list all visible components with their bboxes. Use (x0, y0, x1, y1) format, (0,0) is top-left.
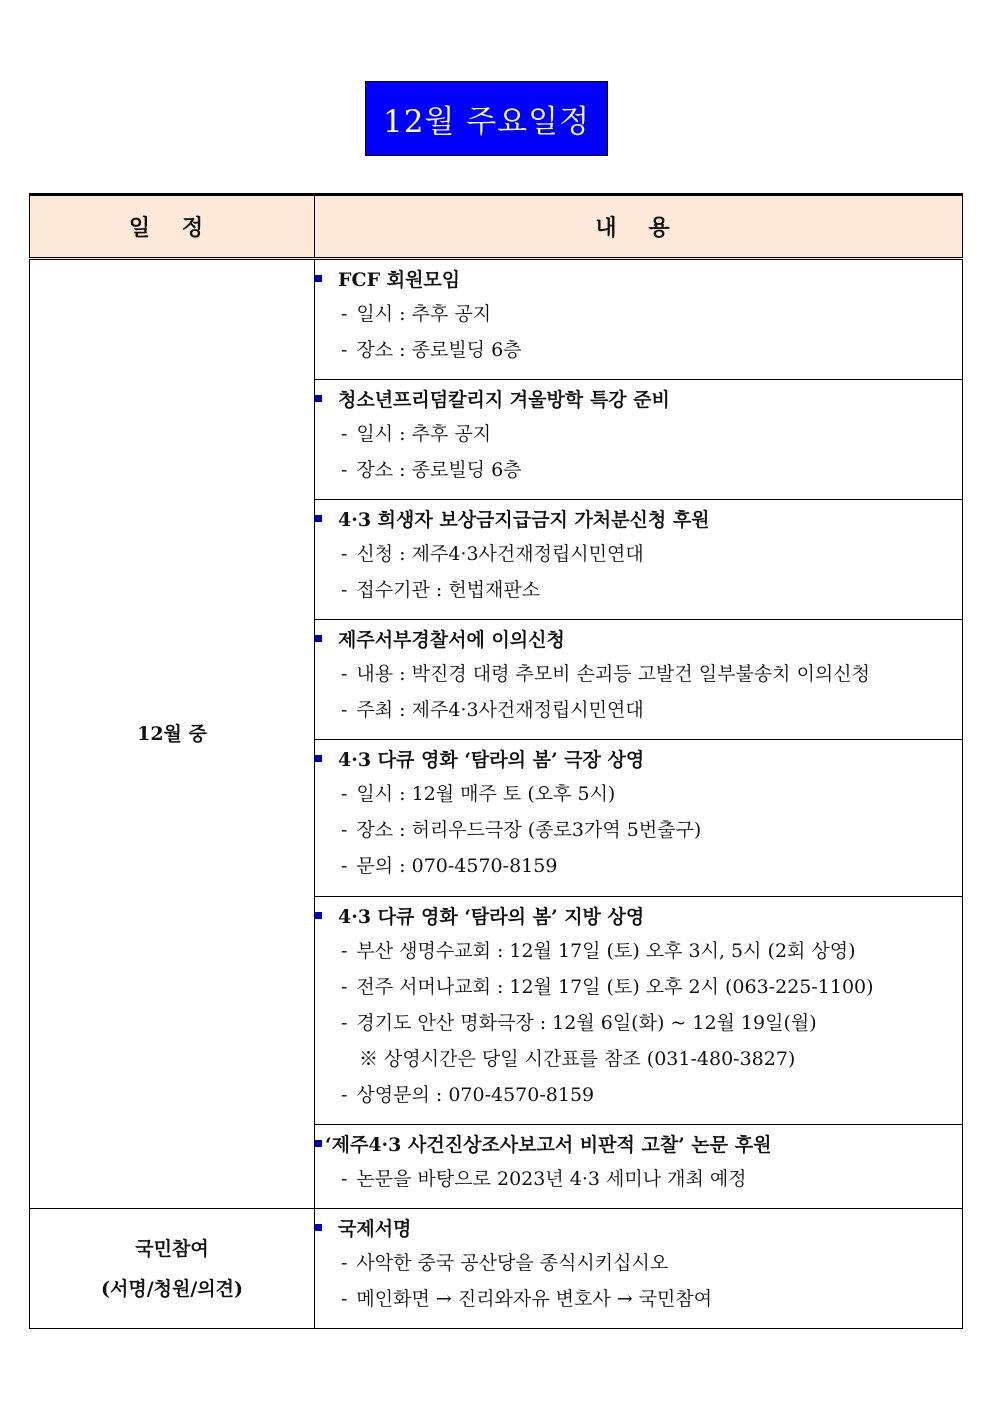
page-title: 12월 주요일정 (365, 81, 608, 156)
item-line: - 경기도 안산 명화극장 : 12월 6일(화) ~ 12월 19일(월) (341, 1012, 817, 1034)
item-cell (315, 620, 963, 740)
bullet-icon (315, 1224, 322, 1231)
item-title: 4·3 희생자 보상금지급금지 가처분신청 후원 (315, 500, 962, 536)
item-line: - 논문을 바탕으로 2023년 4·3 세미나 개최 예정 (341, 1168, 747, 1190)
item-title: 청소년프리덤칼리지 겨울방학 특강 준비 (315, 380, 962, 416)
item-line: - 상영문의 : 070-4570-8159 (341, 1084, 595, 1106)
item-line: - 메인화면 → 진리와자유 변호사 → 국민참여 (341, 1288, 713, 1310)
item-title: 국제서명 (315, 1209, 962, 1245)
item-title: ‘제주4·3 사건진상조사보고서 비판적 고찰’ 논문 후원 (315, 1125, 962, 1161)
item-line: - 전주 서머나교회 : 12월 17일 (토) 오후 2시 (063-225-1100) (341, 976, 874, 998)
item-line: - 접수기관 : 헌법재판소 (341, 579, 541, 601)
item-title: 4·3 다큐 영화 ‘탐라의 봄’ 지방 상영 (315, 897, 962, 933)
item-cell (315, 500, 963, 620)
schedule-table (29, 193, 963, 1329)
item-line: - 일시 : 추후 공지 (341, 423, 492, 445)
schedule-cell (30, 1209, 315, 1329)
item-line: - 장소 : 종로빌딩 6층 (341, 339, 522, 361)
bullet-icon (315, 635, 322, 642)
item-title: 4·3 다큐 영화 ‘탐라의 봄’ 극장 상영 (315, 740, 962, 776)
schedule-line: (서명/청원/의견) (101, 1277, 243, 1300)
item-title: FCF 회원모임 (315, 260, 962, 296)
table-header-row (30, 195, 963, 259)
item-line: - 신청 : 제주4·3사건재정립시민연대 (341, 543, 644, 565)
item-line: - 주최 : 제주4·3사건재정립시민연대 (341, 699, 644, 721)
bullet-icon (315, 395, 322, 402)
item-line: - 장소 : 종로빌딩 6층 (341, 459, 522, 481)
header-content: 내 용 (315, 195, 963, 259)
bullet-icon (315, 515, 322, 522)
item-cell (315, 897, 963, 1125)
item-line: - 부산 생명수교회 : 12월 17일 (토) 오후 3시, 5시 (2회 상영) (341, 940, 856, 962)
item-cell (315, 1125, 963, 1209)
item-cell (315, 259, 963, 380)
item-title: 제주서부경찰서에 이의신청 (315, 620, 962, 656)
item-line: - 일시 : 추후 공지 (341, 303, 492, 325)
bullet-icon (315, 755, 322, 762)
bullet-icon (315, 1140, 322, 1147)
bullet-icon (315, 275, 322, 282)
item-note: ※ 상영시간은 당일 시간표를 참조 (031-480-3827) (359, 1048, 796, 1070)
table-row (30, 1209, 963, 1329)
item-line: - 장소 : 허리우드극장 (종로3가역 5번출구) (341, 819, 702, 841)
item-line: - 내용 : 박진경 대령 추모비 손괴등 고발건 일부불송치 이의신청 (341, 663, 870, 685)
schedule-cell: 12월 중 (30, 259, 315, 1209)
item-line: - 일시 : 12월 매주 토 (오후 5시) (341, 783, 616, 805)
item-cell (315, 380, 963, 500)
item-cell (315, 740, 963, 897)
item-line: - 사악한 중국 공산당을 종식시키십시오 (341, 1252, 669, 1274)
header-schedule: 일 정 (30, 195, 315, 259)
item-cell (315, 1209, 963, 1329)
schedule-line: 국민참여 (135, 1237, 209, 1260)
table-row (30, 259, 963, 380)
bullet-icon (315, 912, 322, 919)
item-line: - 문의 : 070-4570-8159 (341, 855, 558, 877)
